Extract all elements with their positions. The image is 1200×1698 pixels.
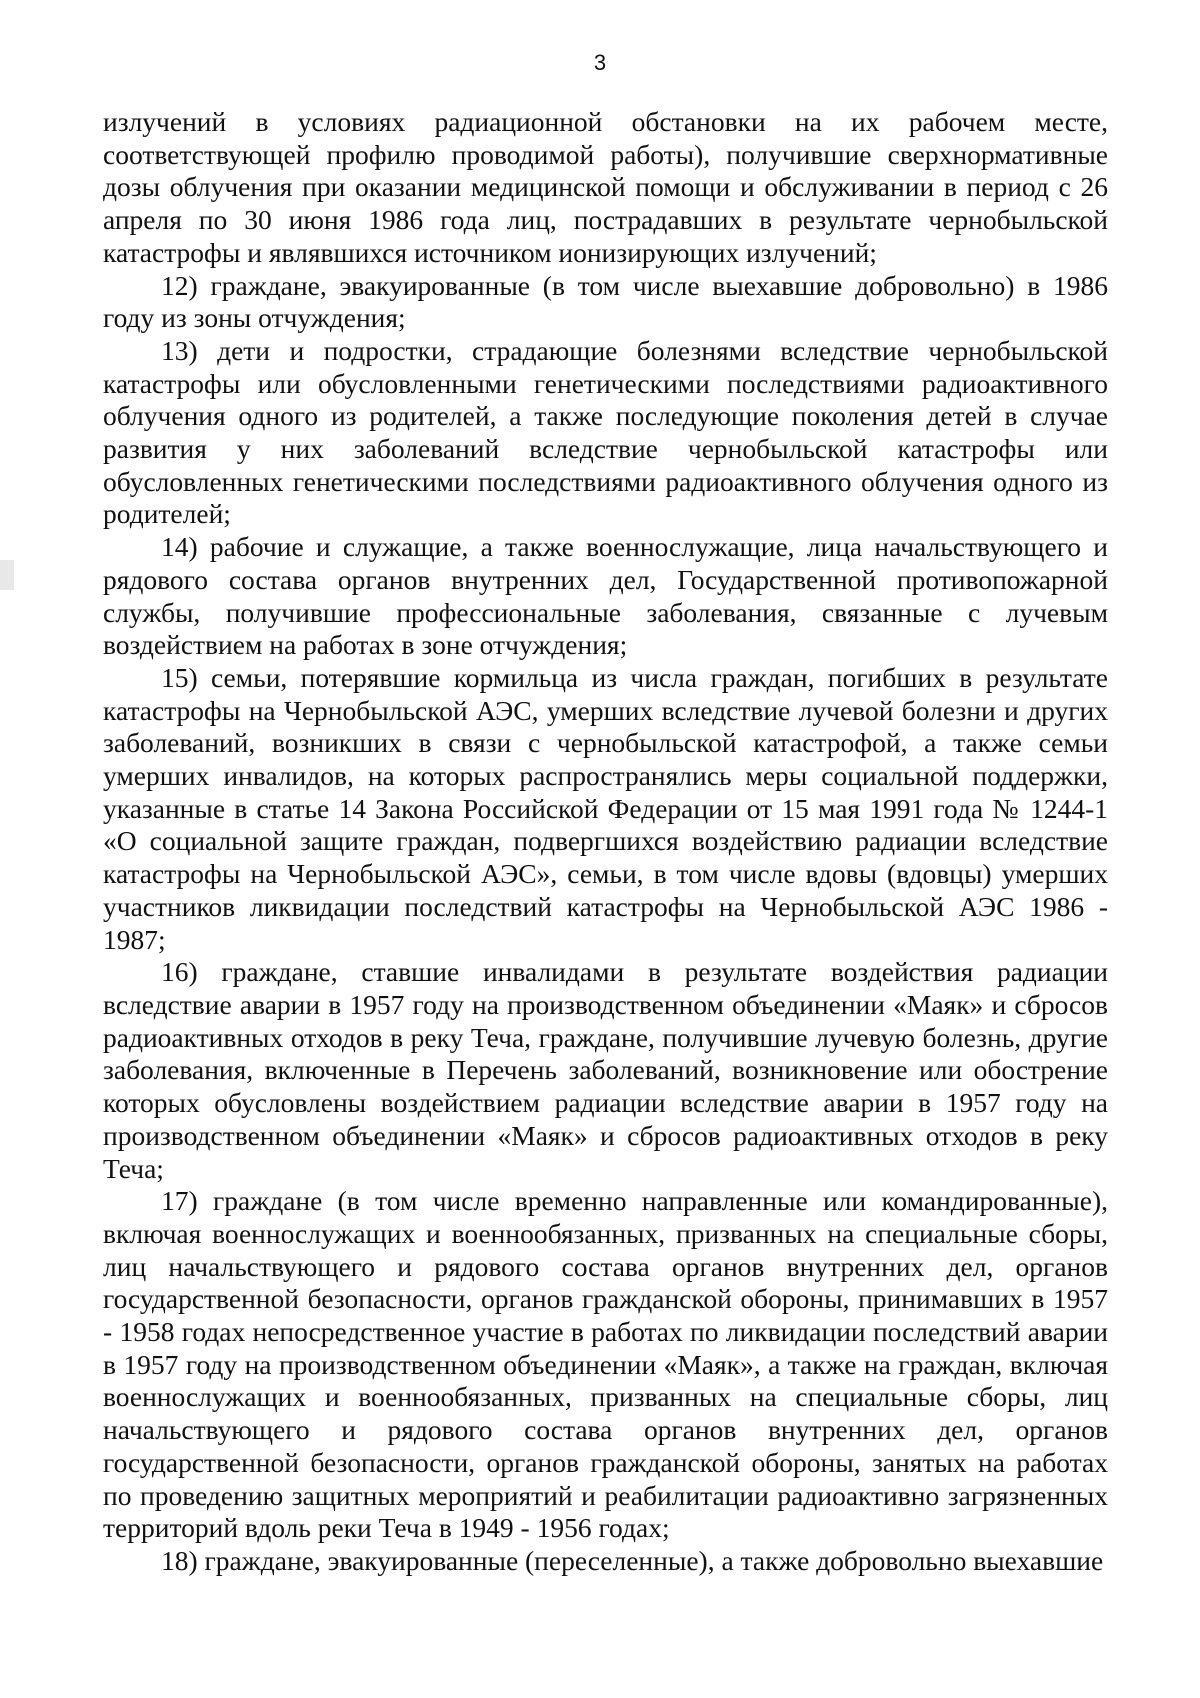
paragraph-item-17: 17) граждане (в том числе временно направленные или командированные), включая военнослужащих и военнообязанных, призванных на специальные сборы, лиц начальствующего и рядового состава органов внутренних дел, органов государственной безопасности, органов гражданской обороны, принимавших в 1957 - 1958 годах непосредственное участие в работах по ликвидации последствий аварии в 1957 году на производственном объединении «Маяк», а также на граждан, включая военнослужащих и военнообязанных, призванных на специальные сборы, лиц начальствующего и рядового состава органов внутренних дел, органов государственной безопасности, органов гражданской обороны, занятых на работах по проведению защитных мероприятий и реабилитации радиоактивно загрязненных территорий вдоль реки Теча в 1949 - 1956 годах; xyxy=(103,1185,1108,1544)
paragraph-item-16: 16) граждане, ставшие инвалидами в результате воздействия радиации вследствие аварии в 1957 году на производственном объединении «Маяк» и сбросов радиоактивных отходов в реку Теча, граждане, получившие лучевую болезнь, другие заболевания, включенные в Перечень заболеваний, возникновение или обострение которых обусловлены воздействием радиации вследствие аварии в 1957 году на производственном объединении «Маяк» и сбросов радиоактивных отходов в реку Теча; xyxy=(103,956,1108,1184)
paragraph-item-12: 12) граждане, эвакуированные (в том числе выехавшие добровольно) в 1986 году из зоны отчуждения; xyxy=(103,269,1108,334)
paragraph-item-15: 15) семьи, потерявшие кормильца из числа граждан, погибших в результате катастрофы на Чернобыльской АЭС, умерших вследствие лучевой болезни и других заболеваний, возникших в связи с чернобыльской катастрофой, а также семьи умерших инвалидов, на которых распространялись меры социальной поддержки, указанные в статье 14 Закона Российской Федерации от 15 мая 1991 года № 1244-1 «О социальной защите граждан, подвергшихся воздействию радиации вследствие катастрофы на Чернобыльской АЭС», семьи, в том числе вдовы (вдовцы) умерших участников ликвидации последствий катастрофы на Чернобыльской АЭС 1986 - 1987; xyxy=(103,661,1108,955)
paragraph-item-18: 18) граждане, эвакуированные (переселенные), а также добровольно выехавшие xyxy=(161,1544,1104,1576)
paragraph-continuation-item-11: излучений в условиях радиационной обстановки на их рабочем месте, соответствующей профилю проводимой работы), получившие сверхнормативные дозы облучения при оказании медицинской помощи и обслуживании в период с 26 апреля по 30 июня 1986 года лиц, пострадавших в результате чернобыльской катастрофы и являвшихся источником ионизирующих излучений; xyxy=(103,106,1108,268)
page-number: 3 xyxy=(593,50,607,75)
paragraph-item-14: 14) рабочие и служащие, а также военнослужащие, лица начальствующего и рядового состава органов внутренних дел, Государственной противопожарной службы, получившие профессиональные заболевания, связанные с лучевым воздействием на работах в зоне отчуждения; xyxy=(103,531,1108,661)
document-body xyxy=(103,106,1108,1578)
paragraph-item-13: 13) дети и подростки, страдающие болезнями вследствие чернобыльской катастрофы или обусловленными генетическими последствиями радиоактивного облучения одного из родителей, а также последующие поколения детей в случае развития у них заболеваний вследствие чернобыльской катастрофы или обусловленных генетическими последствиями радиоактивного облучения одного из родителей; xyxy=(103,334,1108,530)
scan-margin-mark xyxy=(0,560,14,590)
